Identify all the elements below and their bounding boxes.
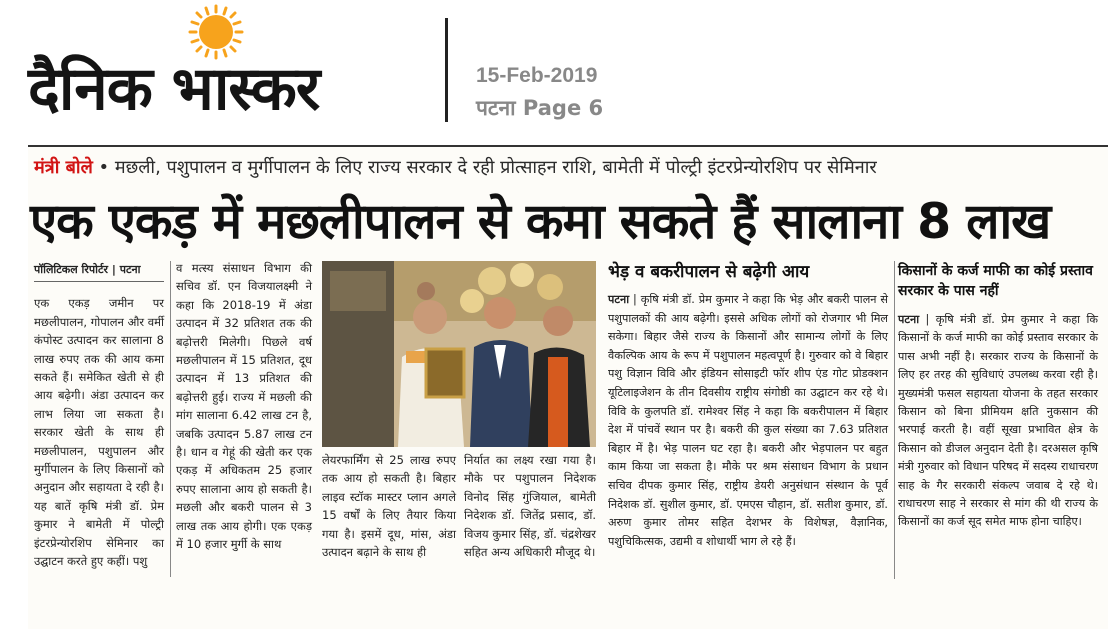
kicker-tag: मंत्री बोले — [34, 157, 93, 178]
news-clipping — [28, 145, 1108, 629]
story3-headline: किसानों के कर्ज माफी का कोई प्रस्ताव सरकार के पास नहीं — [898, 263, 1093, 299]
edition-date: 15-Feb-2019 — [476, 64, 598, 87]
article-col4-text: निर्यात का लक्ष्य रखा गया है। मौके पर पशुपालन निदेशक विनोद सिंह गुंजियाल, बामेती निदेशक डॉ. जितेंद्र प्रसाद, डॉ. विजय कुमार सिंह, डॉ. चंद्रशेखर सहित अन्य अधिकारी मौजूद थे। — [464, 453, 596, 560]
edition-page: पटना Page 6 — [476, 96, 604, 120]
event-photo-art — [322, 261, 596, 447]
column-rule — [170, 261, 171, 577]
masthead-divider — [445, 18, 448, 122]
story3-body — [898, 311, 1098, 532]
article-kicker — [34, 155, 877, 179]
story2-location: पटना — [608, 293, 630, 306]
story2-text: | कृषि मंत्री डॉ. प्रेम कुमार ने कहा कि भेड़ और बकरी पालन से पशुपालकों की आय बढ़ेगी। इससे अधिक लोगों को रोजगार भी मिल सकेगा। बिहार जैसे राज्य के किसानों और सामान्य लोगों के लिए वैकल्पिक आय के रूप में पशुपालन महत्वपूर्ण है। गुरुवार को वे बिहार पशु विज्ञान विवि और इंडियन सोसाइटी फॉर शीप एंड गोट प्रोडक्शन यूटिलाइजेशन के तीन दिवसीय राष्ट्रीय संगोष्ठी का उद्घाटन कर रहे थे। विवि के कुलपति डॉ. रामेश्वर सिंह ने कहा कि बकरीपालन में बिहार देश में पांचवें स्थान पर है। बकरी की कुल संख्या का 7.63 प्रतिशत बिहार में है। भेड़ पालन घट रहा है। बकरी और भेड़पालन पर बहुत काम किया जा सकता है। मौके पर श्रम संसाधन विभाग के प्रधान सचिव दीपक कुमार सिंह, राष्ट्रीय डेयरी अनुसंधान संस्थान के पूर्व निदेशक डॉ. सुशील कुमार, डॉ. एमएस चौहान, डॉ. सतीश कुमार, डॉ. अरुण कुमार तोमर सहित देशभर के विशेषज्ञ, वैज्ञानिक, पशुचिकित्सक, उद्यमी व शोधार्थी भाग ले रहे हैं। — [608, 293, 888, 548]
article-column-3 — [322, 451, 456, 561]
article-column-4 — [464, 451, 596, 561]
article-column-2 — [176, 259, 312, 554]
story3-location: पटना — [898, 313, 920, 326]
article-col1-text: एक एकड़ जमीन पर मछलीपालन, गोपालन और वर्मी कंपोस्ट उत्पादन कर सालाना 8 लाख रुपए तक की आय कमा सकते हैं। समेकित खेती से ही आय बढ़ेगी। अंडा उत्पादन कर लाभ लिया जा सकता है। सरकार खेती के साथ ही मछलीपालन, पशुपालन और मुर्गीपालन के लिए किसानों को अनुदान और सहायता दे रही है। यह बातें कृषि मंत्री डॉ. प्रेम कुमार ने बामेती में पोल्ट्री इंटरप्रेन्योरशिप सेमिनार का उद्घाटन करते हुए कहीं। पशु — [34, 296, 164, 569]
newspaper-logo: दैनिक भास्कर — [28, 54, 320, 124]
story3-text: | कृषि मंत्री डॉ. प्रेम कुमार ने कहा कि किसानों के कर्ज माफी का कोई प्रस्ताव सरकार के पास अभी नहीं है। सरकार राज्य के किसानों के लिए हर तरह की सुविधाएं उपलब्ध करवा रही है। मुख्यमंत्री फसल सहायता योजना के तहत सरकार किसान को बिना प्रीमियम क्षति नुकसान की भरपाई करती है। वहीं सूखा प्रभावित क्षेत्र के किसान को डीजल अनुदान देती है। दरअसल कृषि मंत्री गुरुवार को विधान परिषद में सदस्य राधाचरण साह के गैर सरकारी संकल्प जवाब दे रहे थे। राधाचरण साह ने सरकार से मांग की थी राज्य के किसानों का कर्ज सूद समेत माफ होना चाहिए। — [898, 313, 1098, 529]
story2-body — [608, 291, 888, 551]
kicker-text: • मछली, पशुपालन व मुर्गीपालन के लिए राज्य सरकार दे रही प्रोत्साहन राशि, बामेती में पोल्ट्री इंटरप्रेन्योरशिप पर सेमिनार — [92, 157, 877, 178]
article-col2-text: व मत्स्य संसाधन विभाग की सचिव डॉ. एन विजयालक्ष्मी ने कहा कि 2018-19 में अंडा उत्पादन में 32 प्रतिशत तक की बढ़ोत्तरी मिलेगी। पिछले वर्ष मछलीपालन में 15 प्रतिशत, दूध उत्पादन में 13 प्रतिशत की बढ़ोत्तरी हुई। राज्य में मछली की मांग सालाना 6.42 लाख टन है, जबकि उत्पादन 5.87 लाख टन है। धान व गेहूं की खेती कर एक एकड़ में अधिकतम 25 हजार रुपए सालाना आय हो सकती है। मछली और बकरी पालन से 3 लाख तक आय होगी। एक एकड़ में 10 हजार मुर्गी के साथ — [176, 261, 312, 552]
story2-headline: भेड़ व बकरीपालन से बढ़ेगी आय — [608, 262, 810, 282]
event-photo — [322, 261, 596, 447]
article-byline: पॉलिटिकल रिपोर्टर | पटना — [34, 261, 164, 282]
top-rule — [28, 145, 1108, 147]
article-headline: एक एकड़ में मछलीपालन से कमा सकते हैं सालाना 8 लाख — [30, 193, 1051, 250]
article-column-1 — [34, 261, 164, 571]
article-col3-text: लेयरफार्मिंग से 25 लाख रुपए तक आय हो सकती है। बिहार लाइव स्टॉक मास्टर प्लान अगले 15 वर्षों के लिए तैयार किया गया है। इसमें दूध, मांस, अंडा उत्पादन बढ़ाने के साथ ही — [322, 453, 456, 560]
column-rule-2 — [894, 261, 895, 579]
